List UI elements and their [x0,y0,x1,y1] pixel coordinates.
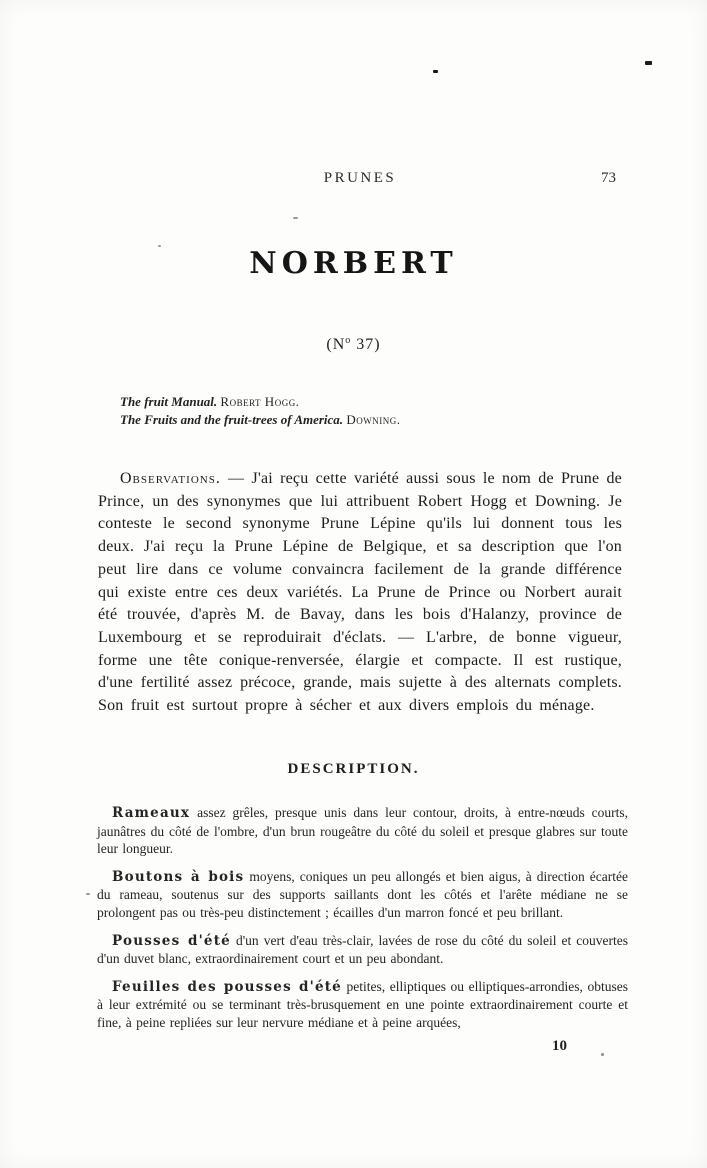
reference-author: Downing. [346,412,401,427]
signature-mark: 10 [552,1038,567,1054]
scan-speck [433,70,438,73]
variety-title: NORBERT [249,246,458,281]
scan-speck [601,1053,604,1056]
variety-number-superscript: o [345,335,352,346]
running-title: PRUNES [323,170,397,186]
variety-number-prefix: (N [326,336,346,353]
description-heading: DESCRIPTION. [287,761,420,777]
variety-number [0,335,707,354]
running-header [98,170,622,190]
description-item-rameaux [97,804,628,858]
reference-title: The fruit Manual. [120,394,218,409]
observations-paragraph [98,468,622,718]
description-term: Pousses d'été [112,932,231,949]
scan-speck [645,61,652,65]
reference-line [120,411,580,429]
reference-title: The Fruits and the fruit-trees of America. [120,412,344,427]
description-item-feuilles [97,978,628,1032]
description-text: moyens, coniques un peu allongés et bien aigus, à direction écartée du rameau, soutenus sur des supports saillants dont les côtés et l'arête médiane ne se prolongent pas ou très-peu distinctement ; écailles d'un marron foncé et peu brillant. [97,868,628,920]
reference-list [120,393,580,429]
description-text: petites, elliptiques ou elliptiques-arrondies, obtuses à leur extrémité ou se terminant très-brusquement en une pointe extraordinairement courte et fine, à peine repliées sur leur nervure médiane et à peine arquées, [97,978,628,1030]
description-term: Feuilles des pousses d'été [112,978,342,995]
description-term: Rameaux [112,805,191,821]
description-item-pousses-d-ete [97,932,628,968]
observations-text: — J'ai reçu cette variété aussi sous le nom de Prune de Prince, un des synonymes que lui attribuent Robert Hogg et Downing. Je conteste le second synonyme Prune Lépine qu'ils lui donnent tous les deux. J'ai reçu la Prune Lépine de Belgique, et sa description que l'on peut lire dans ce volume convaincra facilement de la grande différence qui existe entre ces deux variétés. La Prune de Prince ou Norbert aurait été trouvée, d'après M. de Bavay, dans les bois d'Halanzy, province de Luxembourg et se reproduirait d'éclats. — L'arbre, de bonne vigueur, forme une tête conique-renversée, élargie et compacte. Il est rustique, d'une fertilité assez précoce, grande, mais sujette à des alternats complets. Son fruit est surtout propre à sécher et aux divers emplois du ménage. [98,470,622,715]
variety-number-rest: 37) [351,336,381,353]
description-term: Boutons à bois [112,868,245,885]
observations-label: Observations. [120,470,221,487]
description-item-boutons-a-bois [97,868,628,922]
reference-author: Robert Hogg. [220,394,300,409]
scan-speck [86,893,90,895]
scan-speck [293,217,298,219]
page-number: 73 [601,170,616,186]
scan-speck [158,245,161,247]
description-section [97,804,628,1042]
description-text: d'un vert d'eau très-clair, lavées de rose du côté du soleil et couvertes d'un duvet blanc, extraordinairement court et un peu abondant. [97,932,628,967]
reference-line [120,393,580,411]
description-text: assez grêles, presque unis dans leur contour, droits, à entre-nœuds courts, jaunâtres du côté de l'ombre, d'un brun rougeâtre du côté du soleil et presque glabres sur toute leur longueur. [97,805,628,857]
